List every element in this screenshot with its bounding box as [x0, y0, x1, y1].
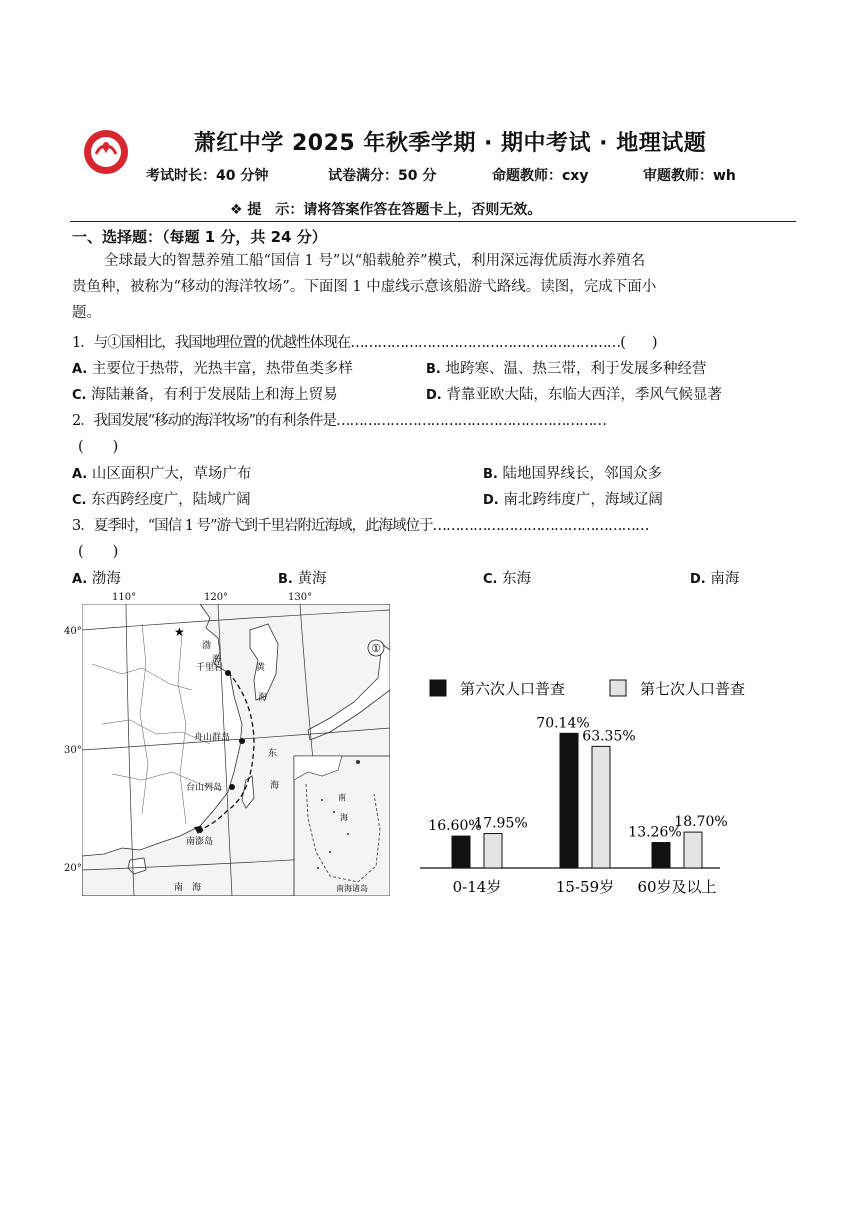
exam-duration: 考试时长：40 分钟 — [146, 168, 269, 184]
label-taishan: 台山列岛 — [186, 783, 223, 793]
section-heading: 一、选择题：（每题 1 分，共 24 分） — [72, 228, 327, 246]
lat-label-30: 30° — [64, 745, 82, 756]
bar-15-59岁-series-1 — [560, 733, 578, 868]
label-zhoushan: 舟山群岛 — [194, 733, 231, 743]
value-label-1-1: 63.35% — [582, 728, 636, 745]
south-sea-inset — [294, 756, 390, 896]
inset-title: 南海诸岛 — [336, 884, 368, 893]
category-label-1: 15-59岁 — [555, 878, 615, 896]
page-title: 萧红中学 2025 年秋季学期 · 期中考试 · 地理试题 — [193, 131, 707, 156]
q3-option-d[interactable]: D. 南海 — [690, 571, 740, 587]
bar-60岁及以上-series-2 — [684, 832, 702, 868]
question-3-stem: 3．夏季时，“国信 1 号”游弋到千里岩附近海域，此海域位于………………………………………… — [72, 518, 649, 534]
answer-tip: ❖ 提 示：请将答案作答在答题卡上，否则无效。 — [230, 202, 542, 218]
question-3-paren: ( ) — [78, 544, 119, 560]
q1-option-c[interactable]: C. 海陆兼备，有利于发展陆上和海上贸易 — [72, 387, 338, 403]
q1-option-d[interactable]: D. 背靠亚欧大陆，东临大西洋，季风气候显著 — [426, 387, 722, 403]
route-map — [82, 604, 390, 896]
legend-swatch-1 — [430, 680, 446, 696]
q3-option-c[interactable]: C. 东海 — [483, 571, 532, 587]
intro-line-1: 全球最大的智慧养殖工船“国信 1 号”以“船载舱养”模式，利用深远海优质海水养殖名 — [104, 253, 646, 269]
bar-0-14岁-series-1 — [452, 836, 470, 868]
value-label-2-1: 18.70% — [674, 814, 728, 831]
reviewer: 审题教师：wh — [643, 168, 736, 184]
value-label-1-0: 70.14% — [536, 715, 590, 732]
country-marker: ① — [371, 642, 381, 655]
label-dong: 东 — [268, 749, 278, 759]
q3-option-b[interactable]: B. 黄海 — [278, 571, 327, 587]
full-score: 试卷满分：50 分 — [328, 168, 437, 184]
lat-label-40: 40° — [64, 626, 82, 637]
category-label-0: 0-14岁 — [452, 878, 502, 896]
question-2-paren: ( ) — [78, 439, 119, 455]
question-setter: 命题教师：cxy — [492, 168, 589, 184]
label-huang: 黄 — [256, 663, 266, 673]
capital-star-icon: ★ — [174, 625, 185, 639]
label-bo-2: 海 — [212, 655, 222, 665]
value-label-0-0: 16.60% — [428, 818, 482, 835]
bar-15-59岁-series-2 — [592, 746, 610, 868]
q1-option-b[interactable]: B. 地跨寒、温、热三带，利于发展多种经营 — [426, 361, 707, 377]
bar-0-14岁-series-2 — [484, 834, 502, 868]
question-1-stem: 1．与①国相比，我国地理位置的优越性体现在……………………………………………………( ) — [72, 335, 657, 351]
label-huang-2: 海 — [258, 693, 268, 703]
label-nanhai: 南 海 — [174, 883, 202, 893]
q2-option-c[interactable]: C. 东西跨经度广，陆域广阔 — [72, 492, 251, 508]
school-logo — [82, 128, 130, 176]
bar-60岁及以上-series-1 — [652, 843, 670, 868]
lon-label-120: 120° — [204, 592, 229, 603]
label-dong-2: 海 — [270, 781, 280, 791]
legend-swatch-2 — [610, 680, 626, 696]
value-label-2-0: 13.26% — [628, 824, 682, 841]
header-divider — [70, 221, 796, 222]
label-nanpeng: 南澎岛 — [186, 837, 214, 847]
category-label-2: 60岁及以上 — [637, 878, 717, 896]
lon-label-130: 130° — [288, 592, 313, 603]
q2-option-b[interactable]: B. 陆地国界线长，邻国众多 — [483, 466, 662, 482]
label-qianliyan: 千里岩 — [196, 663, 224, 673]
legend-label-1: 第六次人口普查 — [460, 680, 566, 698]
lon-label-110: 110° — [112, 592, 137, 603]
population-chart — [420, 668, 780, 900]
value-label-0-1: 17.95% — [474, 815, 528, 832]
inset-sea-label: 南 — [338, 793, 346, 802]
q2-option-a[interactable]: A. 山区面积广大，草场广布 — [72, 466, 252, 482]
q1-option-a[interactable]: A. 主要位于热带，光热丰富，热带鱼类多样 — [72, 361, 353, 377]
question-2-stem: 2．我国发展“移动的海洋牧场”的有利条件是…………………………………………………… — [72, 413, 607, 429]
inset-sea-label-2: 海 — [340, 813, 348, 822]
q3-option-a[interactable]: A. 渤海 — [72, 571, 121, 587]
lat-label-20: 20° — [64, 863, 82, 874]
intro-line-3: 题。 — [72, 305, 101, 321]
label-bo: 渤 — [202, 641, 212, 651]
q2-option-d[interactable]: D. 南北跨纬度广，海域辽阔 — [483, 492, 663, 508]
intro-line-2: 贵鱼种，被称为“移动的海洋牧场”。下面图 1 中虚线示意该船游弋路线。读图，完成下面小 — [72, 279, 657, 295]
legend-label-2: 第七次人口普查 — [640, 680, 746, 698]
